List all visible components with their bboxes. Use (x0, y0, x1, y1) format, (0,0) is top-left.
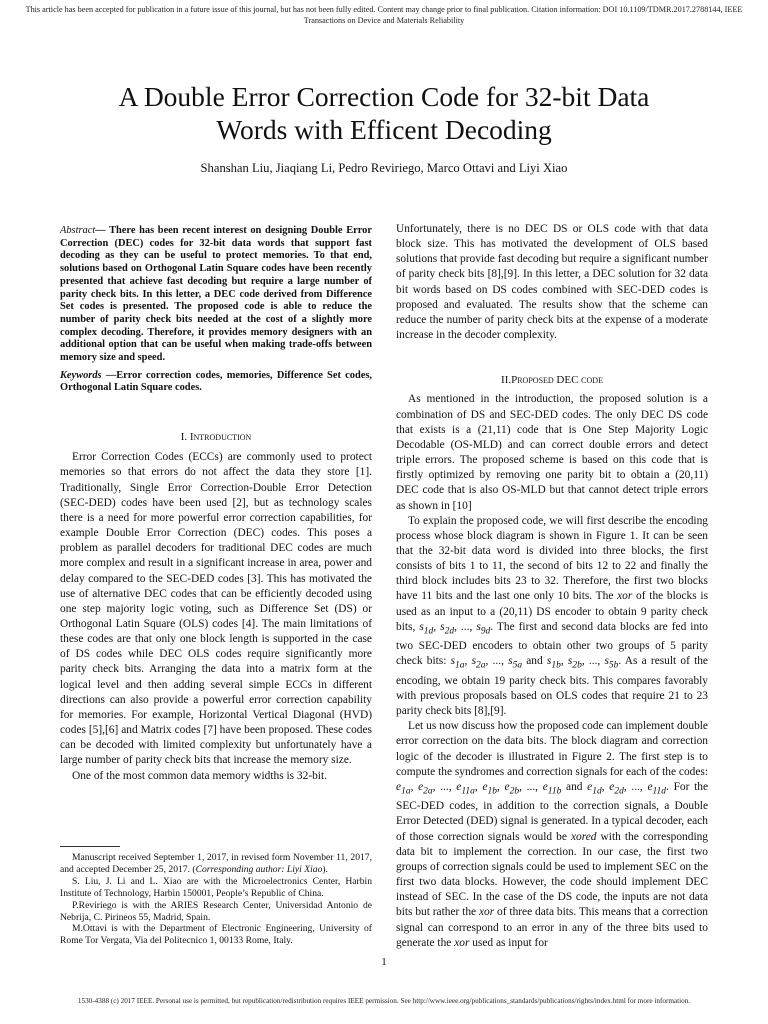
footnote-affiliation-hit: S. Liu, J. Li and L. Xiao are with the Microelectronics Center, Harbin Institute of Technology, Harbin 150001, People’s Republic of China. (60, 875, 372, 899)
keywords (60, 370, 372, 395)
section-heading-proposed-code: II.Proposed DEC code (501, 374, 603, 387)
author-list: Shanshan Liu, Jiaqiang Li, Pedro Reviriego, Marco Ottavi and Liyi Xiao (200, 161, 568, 175)
section-heading-introduction: I. Introduction (180, 431, 252, 444)
intro-paragraph-2: One of the most common data memory widths is 32-bit. (72, 769, 327, 782)
abstract (60, 225, 372, 365)
title-line-2: Words with Efficent Decoding (216, 114, 552, 145)
abstract-text: — There has been recent interest on designing Double Error Correction (DEC) codes for 32-bit data words that support fast decoding as they can be useful to protect memories. To that end, solutions based on Orthogonal Latin Square codes have been recently presented that achieve fast decoding but require a large number of parity check bits. In this letter, a DEC code derived from Difference Set codes is presented. The proposed code is able to reduce the number of parity check bits needed at the cost of a slightly more complex decoding. Therefore, it provides memory designers with an additional option that can be useful when making trade-offs between memory size and speed. (60, 225, 372, 364)
footnotes (60, 852, 372, 947)
keywords-text: —Error correction codes, memories, Difference Set codes, Orthogonal Latin Square codes. (60, 369, 372, 394)
page-number: 1 (381, 956, 387, 968)
abstract-label: Abstract (60, 225, 96, 236)
header-line-2: Transactions on Device and Materials Reliability (303, 16, 465, 25)
proposed-paragraph-2: To explain the proposed code, we will first describe the encoding process whose block diagram is shown in Figure 1. It can be seen that the 32-bit data word is divided into three blocks, the first consists of bits 1 to 11, the second of bits 12 to 22 and finally the third block includes bits 23 to 32. Therefore, the first two blocks have 11 bits and the last one only 10 bits. The xor of the blocks is used as an input to a (20,11) DS encoder to obtain 9 parity check bits, $s_{1d}$, $s_{2d}$, ..., $s_{9d}$. The first and second data blocks are fed into two SEC-DED encoders to obtain other two groups of 5 parity check bits: $s_{1a}$, $s_{2a}$, ..., $s_{5a}$ and $s_{1b}$, $s_{2b}$, ..., $s_{5b}$. As a result of the encoding, we obtain 19 parity check bits. This compares favorably with previous proposals based on OLS codes that require 21 to 23 parity check bits [8],[9]. (396, 514, 709, 718)
intro-continuation: Unfortunately, there is no DEC DS or OLS code with that data block size. This has motivated the development of OLS based solutions that provide fast decoding but require a significant number of parity check bits [8],[9]. In this letter, a DEC solution for 32 data bit words based on DS codes combined with SEC-DED codes is proposed and evaluated. The results show that the scheme can reduce the number of parity check bits at the expense of a moderate increase in the decoder complexity. (396, 223, 708, 342)
footnote-manuscript: Manuscript received September 1, 2017, in revised form November 11, 2017, and accepted December 25, 2017. (Corresponding author: Liyi Xiao). (60, 852, 372, 875)
left-column (60, 225, 372, 784)
proposed-paragraph-1: As mentioned in the introduction, the proposed solution is a combination of DS and SEC-DED codes. The only DEC DS code that exists is a (21,11) code that is One Step Majority Logic Decodable (OS-MLD) and can correct double errors and detect triple errors. The proposed scheme is based on this code that is firstly optimized by removing one parity bit to obtain a (20,11) DEC code that is also OS-MLD but that cannot detect triple errors as shown in [10] (396, 393, 708, 512)
intro-paragraph-1: Error Correction Codes (ECCs) are commonly used to protect memories so that errors do not affect the data they store [1]. Traditionally, Single Error Correction-Double Error Detection (SEC-DED) codes have been used [2], but as technology scales there is a need for more powerful error correction capabilities, for example Double Error Correction (DEC) codes. This poses a problem as parallel decoders for traditional DEC codes are much more complex and result in a significant increase in area, power and delay compared to the SEC-DED codes [3]. This has motivated the use of alternative DEC codes that can be efficiently decoded using one step majority logic voting, such as Difference Set (DS) or Orthogonal Latin Square (OLS) codes [4]. The main limitations of these codes are that only one block length is supported in the case of DS codes while DEC OLS codes require significantly more parity check bits. Arranging the data into a matrix form at the logical level and then adding several simple ECCs in different directions can also provide a powerful error correction capability for memories. For example, Horizontal Vertical Diagonal (HVD) codes [5],[6] and Matrix codes [7] have been proposed. These codes can be decoded with limited complexity but unfortunately have a large number of parity check bits that increase the memory size. (60, 451, 372, 767)
copyright-footer: 1530-4388 (c) 2017 IEEE. Personal use is permitted, but republication/redistribution requires IEEE permission. See http://www.ieee.org/publications_standards/publications/rights/index.html for more information. (77, 997, 691, 1005)
journal-header-note (20, 4, 748, 26)
footnote-affiliation-nebrija: P.Reviriego is with the ARIES Research Center, Universidad Antonio de Nebrija, C. Pirineos 55, Madrid, Spain. (60, 899, 372, 923)
paper-title (40, 80, 728, 146)
proposed-paragraph-3: Let us now discuss how the proposed code can implement double error correction on the data bits. The block diagram and correction logic of the decoder is illustrated in Figure 2. The first step is to compute the syndromes and correction signals for each of the codes: $e_{1a}$, $e_{2a}$, ..., $e_{11a}$, $e_{1b}$, $e_{2b}$, ..., $e_{11b}$ and $e_{1d}$, $e_{2d}$, ..., $e_{11d}$. For the SEC-DED codes, in addition to the correction signals, a Double Error Detected (DED) signal is generated. In a typical decoder, each of those correction signals would be xored with the corresponding data bit to implement the correction. In our case, the first two groups of correction signals could be used to implement SEC on the first two data blocks. However, the code should implement DEC instead of SEC. In the case of the DS code, the inputs are not data bits but rather the xor of three data bits. This means that a correction signal can correspond to an error in any of the three bits used to generate the xor used as input for (396, 720, 709, 949)
footnote-affiliation-tor-vergata: M.Ottavi is with the Department of Electronic Engineering, University of Rome Tor Vergata, Via del Politecnico 1, 00133 Rome, Italy. (60, 923, 372, 947)
right-column (396, 222, 708, 951)
keywords-label: Keywords (60, 369, 102, 381)
title-line-1: A Double Error Correction Code for 32-bit Data (118, 81, 650, 112)
header-line-1: This article has been accepted for publication in a future issue of this journal, but has not been fully edited. Content may change prior to final publication. Citation information: DOI 10.1109/TDMR.2017.2788144, IEEE (25, 5, 743, 14)
footnote-divider (60, 846, 120, 847)
